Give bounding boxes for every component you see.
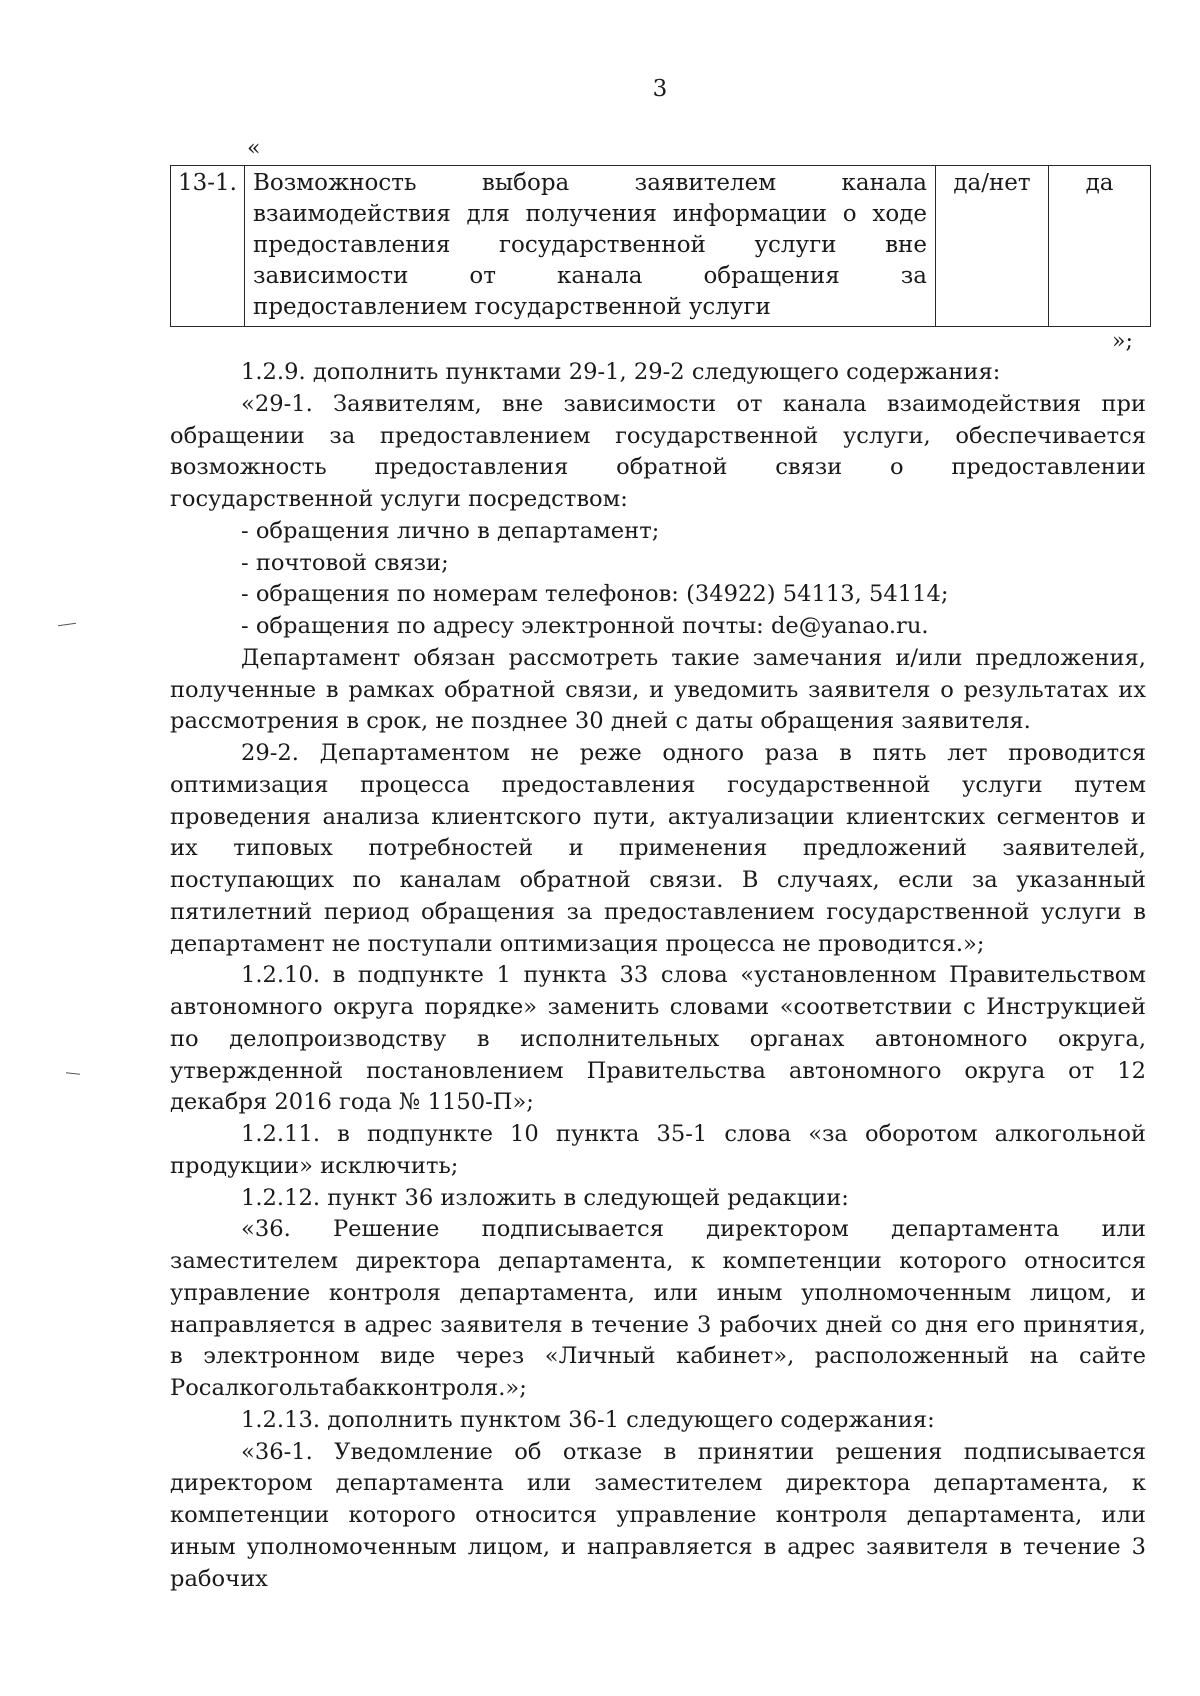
- table-row: [171, 166, 1151, 327]
- amendment-table: [170, 165, 1151, 327]
- paragraph-36-1: «36-1. Уведомление об отказе в принятии решения подписывается директором департамента или заместителем директора департамента, к компетенции которого относится управление контроля департамента, или иным уполномоченным лицом, и направляется в адрес заявителя в течение 3 рабочих: [170, 1438, 1146, 1592]
- paragraph-department-obligation: Департамент обязан рассмотреть такие замечания и/или предложения, полученные в рамках обратной связи, и уведомить заявителя о результатах их рассмотрения в срок, не позднее 30 дней с даты обращения заявителя.: [170, 644, 1146, 735]
- row-description-cell: Возможность выбора заявителем канала взаимодействия для получения информации о ходе предоставления государственной услуги вне зависимости от канала обращения за предоставлением государственной услуги: [245, 166, 936, 327]
- page-number: 3: [652, 76, 668, 102]
- closing-quote-mark: »;: [1112, 329, 1133, 354]
- margin-scan-mark: [58, 623, 76, 626]
- opening-quote-mark: «: [247, 136, 261, 161]
- paragraph-1-2-11: 1.2.11. в подпункте 10 пункта 35-1 слова «за оборотом алкогольной продукции» исключить;: [170, 1121, 1146, 1179]
- list-item: - обращения по адресу электронной почты: de@yanao.ru.: [241, 613, 929, 639]
- paragraph-29-2: 29-2. Департаментом не реже одного раза в пять лет проводится оптимизация процесса предоставления государственной услуги путем проведения анализа клиентского пути, актуализации клиентских сегментов и их типовых потребностей и применения предложений заявителей, поступающих по каналам обратной связи. В случаях, если за указанный пятилетний период обращения за предоставлением государственной услуги в департамент не поступали оптимизация процесса не проводится.»;: [170, 740, 1146, 957]
- paragraph-1-2-13: 1.2.13. дополнить пунктом 36-1 следующего содержания:: [241, 1406, 935, 1433]
- paragraph-36: «36. Решение подписывается директором департамента или заместителем директора департамента, к компетенции которого относится управление контроля департамента, или иным уполномоченным лицом, и направляется в адрес заявителя в течение 3 рабочих дней со дня его принятия, в электронном виде через «Личный кабинет», расположенный на сайте Росалкогольтабакконтроля.»;: [170, 1216, 1146, 1401]
- list-item: - почтовой связи;: [241, 549, 449, 576]
- paragraph-1-2-10: 1.2.10. в подпункте 1 пункта 33 слова «установленном Правительством автономного округа порядке» заменить словами «соответствии с Инструкцией по делопроизводству в исполнительных органах автономного округа, утвержденной постановлением Правительства автономного округа от 12 декабря 2016 года № 1150-П»;: [170, 962, 1146, 1116]
- paragraph-29-1: «29-1. Заявителям, вне зависимости от канала взаимодействия при обращении за предоставлением государственной услуги, обеспечивается возможность предоставления обратной связи о предоставлении государственной услуги посредством:: [170, 390, 1146, 512]
- row-unit-cell: да/нет: [936, 166, 1049, 327]
- document-body: [170, 357, 1146, 1595]
- paragraph-1-2-9: 1.2.9. дополнить пунктами 29-1, 29-2 следующего содержания:: [241, 359, 1001, 385]
- paragraph-1-2-12: 1.2.12. пункт 36 изложить в следующей редакции:: [241, 1184, 849, 1211]
- row-number-cell: 13-1.: [171, 166, 245, 327]
- list-item: - обращения по номерам телефонов: (34922) 54113, 54114;: [241, 581, 949, 608]
- row-value-cell: да: [1049, 166, 1151, 327]
- list-item: - обращения лично в департамент;: [241, 517, 660, 544]
- margin-scan-mark: [66, 1072, 80, 1074]
